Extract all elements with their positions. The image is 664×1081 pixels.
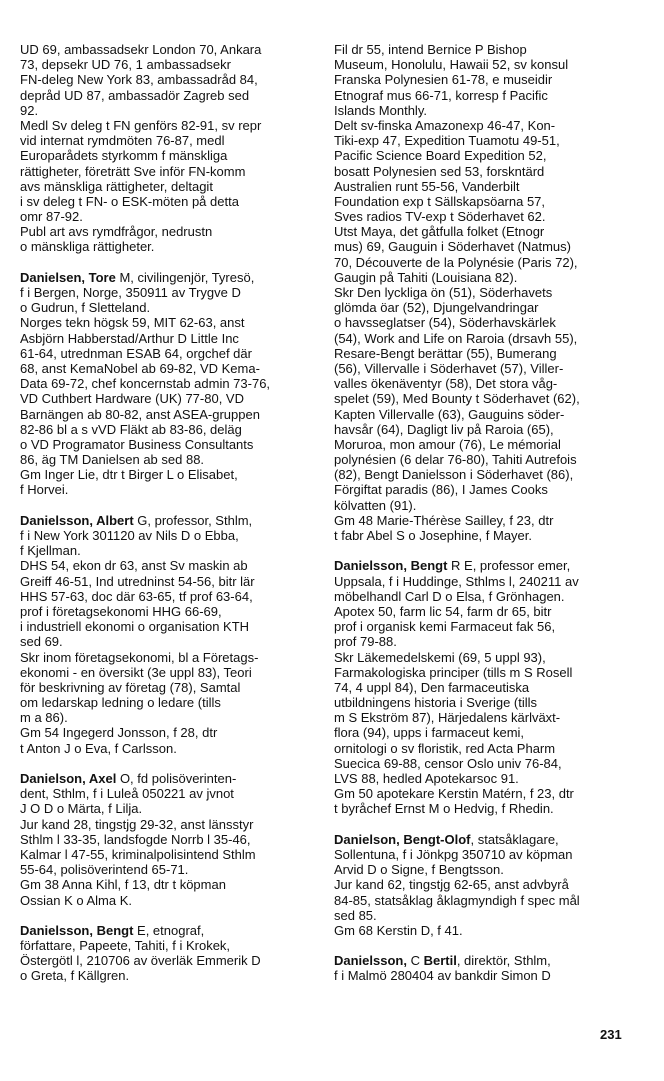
text-line xyxy=(334,908,634,923)
line-text: 68, anst KemaNobel ab 69-82, VD Kema- xyxy=(20,360,260,376)
text-line xyxy=(20,817,320,832)
text-line xyxy=(20,179,320,194)
biography-entry xyxy=(20,513,320,756)
line-text: t byråchef Ernst M o Hedvig, f Rhedin. xyxy=(334,801,554,817)
line-text: rättigheter, företrätt Sve inför FN-komm xyxy=(20,163,246,179)
text-line xyxy=(334,422,634,437)
text-line xyxy=(334,315,634,330)
line-text: (56), Villervalle i Söderhavet (57), Viller- xyxy=(334,360,564,376)
line-text: i sv deleg t FN- o ESK-möten på detta xyxy=(20,193,239,209)
text-line xyxy=(334,528,634,543)
text-line xyxy=(334,285,634,300)
text-line xyxy=(334,118,634,133)
line-text: Sollentuna, f i Jönkpg 350710 av köpman xyxy=(334,846,573,862)
line-text: Uppsala, f i Huddinge, Sthlms l, 240211 av xyxy=(334,573,579,589)
line-text: Sthlm l 33-35, landsfogde Norrb l 35-46, xyxy=(20,831,251,847)
text-line xyxy=(20,771,320,786)
line-text: Gm 48 Marie-Thérèse Sailley, f 23, dtr xyxy=(334,512,554,528)
line-text: Fil dr 55, intend Bernice P Bishop xyxy=(334,42,527,57)
line-text: polynésien (6 delar 76-80), Tahiti Autrefois xyxy=(334,452,577,468)
text-line xyxy=(334,756,634,771)
text-line xyxy=(20,331,320,346)
text-line xyxy=(334,103,634,118)
line-text: f i Bergen, Norge, 350911 av Trygve D xyxy=(20,285,241,300)
line-text: o Gudrun, f Sletteland. xyxy=(20,300,151,316)
line-text: m a 86). xyxy=(20,710,68,726)
line-text: Gm 38 Anna Kihl, f 13, dtr t köpman xyxy=(20,877,226,893)
line-text: (82), Bengt Danielsson i Söderhavet (86), xyxy=(334,467,574,483)
text-line xyxy=(20,604,320,619)
biography-entry xyxy=(20,923,320,984)
line-text: Etnograf mus 66-71, korresp f Pacific xyxy=(334,87,548,103)
text-line xyxy=(334,589,634,604)
biography-entry xyxy=(334,832,634,938)
line-text: Islands Monthly. xyxy=(334,102,427,118)
line-text: valles ökenäventyr (58), Det stora våg- xyxy=(334,376,558,392)
text-line xyxy=(334,88,634,103)
line-text: Arvid D o Signe, f Bengtsson. xyxy=(334,862,504,878)
entry-spacer xyxy=(20,498,320,513)
line-text: Farmakologiska principer (tills m S Rosell xyxy=(334,664,573,680)
line-text: Tiki-exp 47, Expedition Tuamotu 49-51, xyxy=(334,133,560,149)
page-number: 231 xyxy=(600,1027,622,1042)
biography-entry xyxy=(334,953,634,983)
line-text: Europarådets styrkomm f mänskliga xyxy=(20,148,228,164)
line-text: dent, Sthlm, f i Luleå 050221 av jvnot xyxy=(20,786,234,802)
text-line xyxy=(20,422,320,437)
line-text: o havsseglatser (54), Söderhavskärlek xyxy=(334,315,556,331)
line-text: Jur kand 28, tingstjg 29-32, anst länsstyr xyxy=(20,816,254,832)
line-text: flora (94), upps i farmaceut kemi, xyxy=(334,725,525,741)
line-text: mus) 69, Gauguin i Söderhavet (Natmus) xyxy=(334,239,571,255)
line-text: depråd UD 87, ambassadör Zagreb sed xyxy=(20,87,250,103)
text-line xyxy=(20,300,320,315)
line-text: o mänskliga rättigheter. xyxy=(20,239,155,255)
text-line xyxy=(20,103,320,118)
text-line xyxy=(20,847,320,862)
text-line xyxy=(334,847,634,862)
text-line xyxy=(334,148,634,163)
text-line xyxy=(20,665,320,680)
line-text: Utst Maya, det gåtfulla folket (Etnogr xyxy=(334,224,545,240)
line-text: 92. xyxy=(20,102,39,118)
text-line xyxy=(20,710,320,725)
line-text: Skr Läkemedelskemi (69, 5 uppl 93), xyxy=(334,649,546,665)
line-text: , statsåklagare, xyxy=(470,831,559,847)
text-line xyxy=(334,255,634,270)
text-line xyxy=(20,437,320,452)
text-line xyxy=(20,741,320,756)
line-text: Suecica 69-88, censor Oslo univ 76-84, xyxy=(334,755,562,771)
text-line xyxy=(334,72,634,87)
line-text: Franska Polynesien 61-78, e museidir xyxy=(334,72,553,88)
text-line xyxy=(20,239,320,254)
line-text: FN-deleg New York 83, ambassadråd 84, xyxy=(20,72,258,88)
entry-spacer xyxy=(20,255,320,270)
line-text: i industriell ekonomi o organisation KTH xyxy=(20,619,250,635)
line-text: 84-85, statsåklag åklagmyndigh f spec mål xyxy=(334,892,580,908)
line-text: prof 79-88. xyxy=(334,634,397,650)
text-line xyxy=(334,968,634,983)
text-line xyxy=(334,680,634,695)
line-text: spelet (59), Med Bounty t Söderhavet (62), xyxy=(334,391,580,407)
text-line xyxy=(334,179,634,194)
line-text: 74, 4 uppl 84), Den farmaceutiska xyxy=(334,679,530,695)
line-text: J O D o Märta, f Lilja. xyxy=(20,801,143,817)
line-text: O, fd polisöverinten- xyxy=(116,771,237,786)
text-line xyxy=(334,437,634,452)
line-text: , direktör, Sthlm, xyxy=(456,953,551,969)
left-column xyxy=(20,42,320,984)
text-line xyxy=(20,270,320,285)
text-line xyxy=(20,558,320,573)
text-line xyxy=(20,953,320,968)
line-text: Apotex 50, farm lic 54, farm dr 65, bitr xyxy=(334,603,552,619)
entry-spacer xyxy=(20,756,320,771)
right-column xyxy=(334,42,634,984)
text-line xyxy=(334,300,634,315)
line-text: Skr Den lyckliga ön (51), Söderhavets xyxy=(334,285,553,300)
line-text: G, professor, Sthlm, xyxy=(133,512,253,528)
line-text: Museum, Honolulu, Hawaii 52, sv konsul xyxy=(334,57,569,73)
entry-name: Danielsson, Bengt xyxy=(334,558,448,574)
text-line xyxy=(334,467,634,482)
line-text: Greiff 46-51, Ind utredninst 54-56, bitr lär xyxy=(20,573,255,589)
text-line xyxy=(20,482,320,497)
text-line xyxy=(20,285,320,300)
entry-name: Danielson, Bengt-Olof xyxy=(334,831,471,847)
text-line xyxy=(20,528,320,543)
text-line xyxy=(334,239,634,254)
text-line xyxy=(20,938,320,953)
text-line xyxy=(20,346,320,361)
text-line xyxy=(334,695,634,710)
text-line xyxy=(20,786,320,801)
text-line xyxy=(20,695,320,710)
text-line xyxy=(20,923,320,938)
line-text: Publ art avs rymdfrågor, nedrustn xyxy=(20,224,213,240)
text-line xyxy=(334,482,634,497)
text-line xyxy=(334,558,634,573)
text-line xyxy=(334,331,634,346)
entry-spacer xyxy=(334,938,634,953)
line-text: Gm 68 Kerstin D, f 41. xyxy=(334,922,463,938)
text-line xyxy=(20,194,320,209)
line-text: o VD Programator Business Consultants xyxy=(20,436,254,452)
text-line xyxy=(334,498,634,513)
text-line xyxy=(334,619,634,634)
line-text: Jur kand 62, tingstjg 62-65, anst advbyrå xyxy=(334,877,569,893)
text-line xyxy=(334,741,634,756)
entry-spacer xyxy=(334,543,634,558)
line-text: Östergötl l, 210706 av överläk Emmerik D xyxy=(20,953,261,969)
text-line xyxy=(334,923,634,938)
text-line xyxy=(334,832,634,847)
line-text: Data 69-72, chef koncernstab admin 73-76, xyxy=(20,376,271,392)
text-line xyxy=(20,574,320,589)
text-line xyxy=(334,194,634,209)
text-line xyxy=(20,42,320,57)
text-line xyxy=(20,680,320,695)
biography-entry xyxy=(334,42,634,543)
text-line xyxy=(334,209,634,224)
line-text: ekonomi - en översikt (3e uppl 83), Teori xyxy=(20,664,252,680)
text-line xyxy=(20,118,320,133)
text-line xyxy=(20,832,320,847)
line-text: 82-86 bl a s vVD Fläkt ab 83-86, deläg xyxy=(20,421,242,437)
text-line xyxy=(334,391,634,406)
entry-name: Danielson, Axel xyxy=(20,771,117,786)
text-line xyxy=(20,801,320,816)
line-text: Gaugin på Tahiti (Louisiana 82). xyxy=(334,269,518,285)
text-line xyxy=(334,650,634,665)
line-text: Resare-Bengt berättar (55), Bumerang xyxy=(334,345,557,361)
text-line xyxy=(20,361,320,376)
line-text: bosatt Polynesien sed 53, forskntärd xyxy=(334,163,545,179)
text-line xyxy=(20,209,320,224)
line-text: VD Cuthbert Hardware (UK) 77-80, VD xyxy=(20,391,244,407)
entry-initial: C xyxy=(406,953,424,969)
text-line xyxy=(334,407,634,422)
line-text: Ossian K o Alma K. xyxy=(20,892,132,908)
line-text: Gm 50 apotekare Kerstin Matérn, f 23, dtr xyxy=(334,786,574,802)
line-text: f i Malmö 280404 av bankdir Simon D xyxy=(334,968,551,984)
text-line xyxy=(20,968,320,983)
line-text: R E, professor emer, xyxy=(447,558,571,574)
line-text: Barnängen ab 80-82, anst ASEA-gruppen xyxy=(20,406,260,422)
biography-entry xyxy=(20,771,320,908)
text-line xyxy=(20,543,320,558)
line-text: ornitologi o sv floristik, red Acta Pharm xyxy=(334,740,556,756)
line-text: Moruroa, mon amour (76), Le mémorial xyxy=(334,436,561,452)
biography-entry xyxy=(20,42,320,255)
text-line xyxy=(20,589,320,604)
text-line xyxy=(20,88,320,103)
text-line xyxy=(334,665,634,680)
text-line xyxy=(20,893,320,908)
text-line xyxy=(20,315,320,330)
line-text: f i New York 301120 av Nils D o Ebba, xyxy=(20,528,239,543)
line-text: t Anton J o Eva, f Carlsson. xyxy=(20,740,177,756)
text-line xyxy=(334,376,634,391)
text-line xyxy=(20,164,320,179)
line-text: 55-64, polisöverintend 65-71. xyxy=(20,862,189,878)
line-text: Sves radios TV-exp t Söderhavet 62. xyxy=(334,209,546,225)
text-line xyxy=(334,634,634,649)
text-line xyxy=(20,133,320,148)
text-line xyxy=(334,42,634,57)
line-text: 61-64, utrednman ESAB 64, orgchef där xyxy=(20,345,252,361)
line-text: E, etnograf, xyxy=(133,922,205,938)
text-line xyxy=(20,467,320,482)
text-line xyxy=(334,877,634,892)
text-line xyxy=(334,771,634,786)
text-line xyxy=(20,513,320,528)
line-text: Pacific Science Board Expedition 52, xyxy=(334,148,547,164)
text-line xyxy=(334,893,634,908)
text-line xyxy=(334,801,634,816)
text-line xyxy=(20,725,320,740)
line-text: Kapten Villervalle (63), Gauguins söder- xyxy=(334,406,565,422)
line-text: 73, depsekr UD 76, 1 ambassadsekr xyxy=(20,57,231,73)
text-line xyxy=(334,452,634,467)
line-text: prof i företagsekonomi HHG 66-69, xyxy=(20,603,222,619)
line-text: DHS 54, ekon dr 63, anst Sv maskin ab xyxy=(20,558,248,574)
text-line xyxy=(334,224,634,239)
line-text: Skr inom företagsekonomi, bl a Företags- xyxy=(20,649,259,665)
text-line xyxy=(20,452,320,467)
line-text: (54), Work and Life on Raroia (drsavh 55), xyxy=(334,330,578,346)
text-line xyxy=(20,391,320,406)
text-line xyxy=(334,862,634,877)
line-text: o Greta, f Källgren. xyxy=(20,968,130,984)
biography-entry xyxy=(20,270,320,498)
line-text: Förgiftat paradis (86), I James Cooks xyxy=(334,482,548,498)
text-line xyxy=(334,953,634,968)
text-line xyxy=(20,407,320,422)
text-line xyxy=(334,604,634,619)
line-text: vid internat rymdmöten 76-87, medl xyxy=(20,133,225,149)
line-text: omr 87-92. xyxy=(20,209,83,225)
line-text: för beskrivning av företag (78), Samtal xyxy=(20,679,241,695)
line-text: t fabr Abel S o Josephine, f Mayer. xyxy=(334,528,533,543)
line-text: möbelhandl Carl D o Elsa, f Grönhagen. xyxy=(334,588,565,604)
entry-spacer xyxy=(334,817,634,832)
text-line xyxy=(20,877,320,892)
biography-entry xyxy=(334,558,634,816)
line-text: Foundation exp t Sällskapsöarna 57, xyxy=(334,193,546,209)
line-text: f Kjellman. xyxy=(20,543,81,559)
entry-name: Danielsen, Tore xyxy=(20,269,116,285)
line-text: 86, äg TM Danielsen ab sed 88. xyxy=(20,452,205,468)
line-text: UD 69, ambassadsekr London 70, Ankara xyxy=(20,42,262,57)
line-text: Medl Sv deleg t FN genförs 82-91, sv repr xyxy=(20,117,262,133)
text-line xyxy=(20,650,320,665)
line-text: Kalmar l 47-55, kriminalpolisintend Sthlm xyxy=(20,846,256,862)
line-text: sed 69. xyxy=(20,634,63,650)
text-line xyxy=(334,574,634,589)
line-text: LVS 88, hedled Apotekarsoc 91. xyxy=(334,771,519,786)
line-text: Gm Inger Lie, dtr t Birger L o Elisabet, xyxy=(20,467,238,483)
line-text: HHS 57-63, doc där 63-65, tf prof 63-64, xyxy=(20,588,253,604)
line-text: Norges tekn högsk 59, MIT 62-63, anst xyxy=(20,315,245,331)
line-text: Asbjörn Habberstad/Arthur D Little Inc xyxy=(20,330,239,346)
line-text: avs mänskliga rättigheter, deltagit xyxy=(20,178,213,194)
text-line xyxy=(334,133,634,148)
line-text: Delt sv-finska Amazonexp 46-47, Kon- xyxy=(334,117,556,133)
line-text: 70, Découverte de la Polynésie (Paris 72), xyxy=(334,254,578,270)
text-line xyxy=(20,619,320,634)
line-text: M, civilingenjör, Tyresö, xyxy=(115,269,255,285)
text-line xyxy=(20,634,320,649)
text-line xyxy=(20,862,320,877)
text-line xyxy=(20,376,320,391)
line-text: sed 85. xyxy=(334,907,377,923)
text-line xyxy=(334,346,634,361)
text-line xyxy=(334,725,634,740)
entry-name: Bertil xyxy=(423,953,457,969)
line-text: Gm 54 Ingegerd Jonsson, f 28, dtr xyxy=(20,725,218,741)
text-line xyxy=(334,361,634,376)
text-line xyxy=(20,57,320,72)
text-line xyxy=(20,224,320,239)
text-line xyxy=(20,148,320,163)
text-line xyxy=(334,164,634,179)
line-text: författare, Papeete, Tahiti, f i Krokek, xyxy=(20,938,231,954)
text-line xyxy=(20,72,320,87)
line-text: Australien runt 55-56, Vanderbilt xyxy=(334,178,520,194)
entry-name: Danielsson, Bengt xyxy=(20,922,134,938)
entry-name: Danielsson, xyxy=(334,953,407,969)
text-line xyxy=(334,57,634,72)
line-text: f Horvei. xyxy=(20,482,69,498)
line-text: glömda öar (52), Djungelvandringar xyxy=(334,300,539,316)
text-line xyxy=(334,513,634,528)
line-text: m S Ekström 87), Härjedalens kärlväxt- xyxy=(334,710,561,726)
text-line xyxy=(334,786,634,801)
entry-spacer xyxy=(20,908,320,923)
text-line xyxy=(334,710,634,725)
line-text: havsår (64), Dagligt liv på Raroia (65), xyxy=(334,421,554,437)
line-text: prof i organisk kemi Farmaceut fak 56, xyxy=(334,619,556,635)
line-text: kölvatten (91). xyxy=(334,497,417,513)
line-text: utbildningens historia i Sverige (tills xyxy=(334,695,538,711)
text-line xyxy=(334,270,634,285)
line-text: om ledarskap ledning o ledare (tills xyxy=(20,695,221,711)
entry-name: Danielsson, Albert xyxy=(20,512,134,528)
